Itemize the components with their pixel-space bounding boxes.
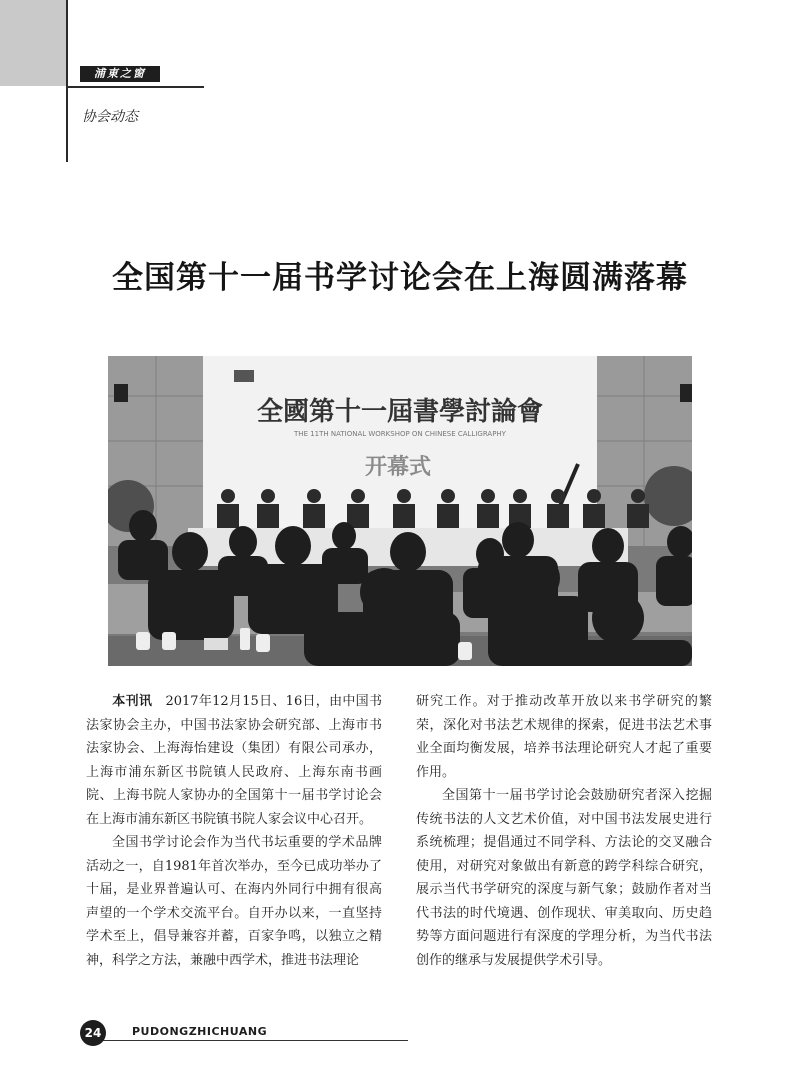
- paragraph-2: 全国书学讨论会作为当代书坛重要的学术品牌活动之一，自1981年首次举办，至今已成功举办了十届，是业界普遍认可、在海内外同行中拥有很高声望的一个学术交流平台。自开办以来，一直坚持学术至上，倡导兼容并蓄，百家争鸣，以独立之精神，科学之方法，兼融中西学术，推进书法理论: [86, 835, 382, 968]
- corner-decoration: [0, 0, 66, 86]
- header-horizontal-rule: [66, 86, 204, 88]
- article-column-right: [416, 690, 712, 972]
- conference-photo: [108, 356, 692, 666]
- paragraph-3: 全国第十一届书学讨论会鼓励研究者深入挖掘传统书法的人文艺术价值，对中国书法发展史进行系统梳理；提倡通过不同学科、方法论的交叉融合使用，对研究对象做出有新意的跨学科综合研究，展示当代书学研究的深度与新气象；鼓励作者对当代书法的时代境遇、创作现状、审美取向、历史趋势等方面问题进行有深度的学理分析，为当代书法创作的继承与发展提供学术引导。: [416, 788, 712, 968]
- header-vertical-rule: [66, 0, 68, 162]
- paragraph-2-continued: 研究工作。对于推动改革开放以来书学研究的繁荣，深化对书法艺术规律的探索，促进书法艺术事业全面均衡发展，培养书法理论研究人才起了重要作用。: [416, 694, 712, 780]
- backdrop-ceremony: 开幕式: [364, 455, 432, 480]
- paragraph-1-text: 2017年12月15日、16日，由中国书法家协会主办，中国书法家协会研究部、上海市书法家协会、上海海怡建设（集团）有限公司承办，上海市浦东新区书院镇人民政府、上海东南书画院、上海书院人家协办的全国第十一届书学讨论会在上海市浦东新区书院镇书院人家会议中心召开。: [86, 694, 382, 827]
- section-label: 协会动态: [82, 109, 138, 125]
- backdrop-subtitle: THE 11TH NATIONAL WORKSHOP ON CHINESE CALLIGRAPHY: [294, 430, 506, 438]
- magazine-name: PUDONGZHICHUANG: [132, 1025, 268, 1038]
- footer-rule: [102, 1040, 408, 1041]
- backdrop-title: 全國第十一屆書學討論會: [256, 397, 544, 427]
- lead-label: 本刊讯: [112, 694, 153, 709]
- page-number: 24: [80, 1020, 106, 1046]
- article-column-left: [86, 690, 382, 972]
- paragraph-1: [86, 690, 382, 831]
- magazine-brand-badge: 浦東之窗: [80, 66, 160, 82]
- article-title: 全国第十一届书学讨论会在上海圆满落幕: [112, 260, 688, 296]
